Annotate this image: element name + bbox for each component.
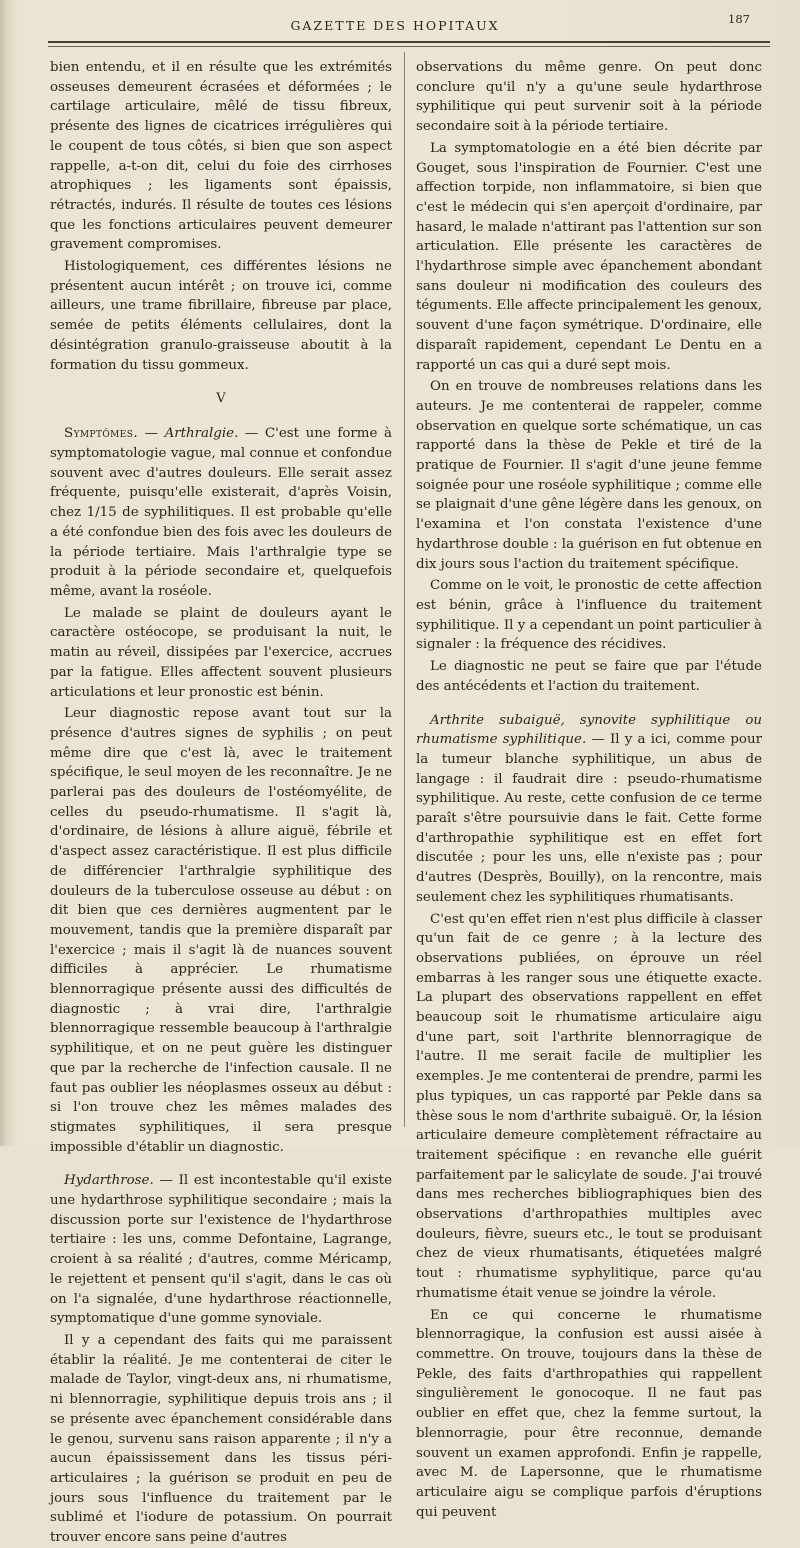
- paragraph-text: — Il y a ici, comme pour la tumeur blanche syphilitique, un abus de langage : il faudrait dire : pseudo-rhumatisme syphilitique. Au reste, cette confusion de ce terme paraît s'être poursuivie dans le fait. Cette forme d'arthropathie syphilitique est en effet fort discutée ; pour les uns, elle n'existe pas ; pour d'autres (Desprès, Bouilly), on la rencontre, mais seulement chez les syphilitiques rhumatisants.: [416, 732, 762, 905]
- right-column: [416, 58, 762, 1520]
- paragraph-symptomes: Symptômes. — Arthralgie. — C'est une forme à symptomatologie vague, mal connue et confondue souvent avec d'autres douleurs. Elle serait assez fréquente, puisqu'elle existerait, d'après Voisin, chez 1/15 de syphilitiques. Il est probable qu'elle a été confondue bien des fois avec les douleurs de la période tertiaire. Mais l'arthralgie type se produit à la période secondaire et, quelquefois même, avant la roséole.: [50, 426, 392, 599]
- paragraph: Le diagnostic ne peut se faire que par l'étude des antécédents et l'action du traitement.: [416, 659, 762, 694]
- page-header: [30, 12, 760, 40]
- paragraph: Il y a cependant des faits qui me paraissent établir la réalité. Je me contenterai de citer le malade de Taylor, vingt-deux ans, ni rhumatisme, ni blennorragie, syphilitique depuis trois ans ; il se présente avec épanchement considérable dans le genou, survenu sans raison apparente ; il n'y a aucun épaississement dans les tissus péri-articulaires ; la guérison se produit en peu de jours sous l'influence du traitement par le sublimé et l'iodure de potassium. On pourrait trouver encore sans peine d'autres: [50, 1333, 392, 1546]
- paragraph: bien entendu, et il en résulte que les extrémités osseuses demeurent écrasées et déformées ; le cartilage articulaire, mêlé de tissu fibreux, présente des lignes de cicatrices irrégulières qui le coupent de tous côtés, si bien que son aspect rappelle, a-t-on dit, celui du foie des cirrhoses atrophiques ; les ligaments sont épaissis, rétractés, indurés. Il résulte de toutes ces lésions que les fonctions articulaires peuvent demeurer gravement compromises.: [50, 60, 392, 253]
- paragraph: Histologiquement, ces différentes lésions ne présentent aucun intérêt ; on trouve ici, comme ailleurs, une trame fibrillaire, fibreuse par place, semée de petits éléments cellulaires, dont la désintégration granulo-graisseuse aboutit à la formation du tissu gommeux.: [50, 259, 392, 373]
- paragraph: Le malade se plaint de douleurs ayant le caractère ostéocope, se produisant la nuit, le matin au réveil, dissipées par l'exercice, accrues par la fatigue. Elles affectent souvent plusieurs articulations et leur pronostic est bénin.: [50, 605, 392, 700]
- spacer: [50, 1159, 392, 1171]
- paragraph: En ce qui concerne le rhumatisme blennorragique, la confusion est aussi aisée à commettre. On trouve, toujours dans la thèse de Pekle, des faits d'arthropathies qui rappellent singulièrement le gonocoque. Il ne faut pas oublier en effet que, chez la femme surtout, la blennorragie, pour être reconnue, demande souvent un examen approfondi. Enfin je rappelle, avec M. de Lapersonne, que le rhumatisme articulaire aigu se complique parfois d'éruptions qui peuvent: [416, 1307, 762, 1520]
- header-rule-thin: [48, 46, 770, 47]
- section-number: V: [216, 391, 226, 407]
- paragraph: Leur diagnostic repose avant tout sur la présence d'autres signes de syphilis ; on peut même dire que c'est là, avec le traitement spécifique, le seul moyen de les reconnaître. Je ne parlerai pas des douleurs de l'ostéomyélite, de celles du pseudo-rhumatisme. Il s'agit là, d'ordinaire, de lésions à allure aiguë, fébrile et d'aspect assez caractéristique. Il est plus difficile de différencier l'arthralgie syphilitique des douleurs de la tuberculose osseuse au début : on dit bien que ces dernières augmentent par le mouvement, tandis que la première disparaît par l'exercice ; mais il s'agit là de nuances souvent difficiles à apprécier. Le rhumatisme blennorragique présente aussi des difficultés de diagnostic ; à vrai dire, l'arthralgie blennorragique ressemble beaucoup à l'arthralgie syphilitique, et on ne peut guère les distinguer que par la recherche de l'infection causale. Il ne faut pas oublier les néoplasmes osseux au début : si l'on trouve chez les mêmes malades des stigmates syphilitiques, il sera presque impossible d'établir un diagnostic.: [50, 706, 392, 1155]
- heading-hydarthrose: Hydarthrose.: [64, 1173, 154, 1189]
- heading-arthrite: Arthrite subaiguë, synovite syphilitique ou rhumatisme syphilitique.: [416, 712, 762, 748]
- running-title: GAZETTE DES HOPITAUX: [290, 18, 500, 33]
- heading-arthralgie: Arthralgie.: [164, 426, 239, 442]
- left-column: [50, 58, 392, 1546]
- heading-symptomes: Symptômes.: [64, 426, 138, 442]
- paragraph: C'est qu'en effet rien n'est plus difficile à classer qu'un fait de ce genre ; à la lecture des observations publiées, on éprouve un réel embarras à les ranger sous une étiquette exacte. La plupart des observations rappellent en effet beaucoup soit le rhumatisme articulaire aigu d'une part, soit l'arthrite blennorragique de l'autre. Il me serait facile de multiplier les exemples. Je me contenterai de prendre, parmi les plus typiques, un cas rapporté par Pekle dans sa thèse sous le nom d'arthrite subaiguë. Or, la lésion articulaire demeure complètement réfractaire au traitement spécifique : en revanche elle guérit parfaitement par le salicylate de soude. J'ai trouvé dans mes recherches bibliographiques bien des observations d'arthropathies multiples avec douleurs, fièvre, sueurs etc., le tout se produisant chez de vieux rhumatisants, étiquetées malgré tout : rhumatisme syphylitique, parce qu'au rhumatisme était venue se joindre la vérole.: [416, 911, 762, 1301]
- paragraph-arthrite: [416, 711, 762, 908]
- column-divider: [404, 52, 405, 1127]
- paragraph-text: — C'est une forme à symptomatologie vague, mal connue et confondue souvent avec d'autres douleurs. Elle serait assez fréquente, puisqu'elle existerait, d'après Voisin, chez 1/15 de syphilitiques. Il est probable qu'elle a été confondue bien des fois avec les douleurs de la période tertiaire. Mais l'arthralgie type se produit à la période secondaire et, quelquefois même, avant la roséole.: [50, 426, 392, 599]
- paragraph: La symptomatologie en a été bien décrite par Gouget, sous l'inspiration de Fournier. C'est une affection torpide, non inflammatoire, si bien que c'est le médecin qui s'en aperçoit d'ordinaire, par hasard, le malade n'attirant pas l'attention sur son articulation. Elle présente les caractères de l'hydarthrose simple avec épanchement abondant sans douleur ni modification des couleurs des téguments. Elle affecte principalement les genoux, souvent d'une façon symétrique. D'ordinaire, elle disparaît rapidement, cependant Le Dentu en a rapporté un cas qui a duré sept mois.: [416, 140, 762, 373]
- paragraph: Comme on le voit, le pronostic de cette affection est bénin, grâce à l'influence du traitement syphilitique. Il y a cependant un point particulier à signaler : la fréquence des récidives.: [416, 578, 762, 653]
- paragraph-text: — Il est incontestable qu'il existe une hydarthrose syphilitique secondaire ; mais la discussion porte sur l'existence de l'hydarthrose tertiaire : les uns, comme Defontaine, Lagrange, croient à sa réalité ; d'autres, comme Méricamp, le rejettent et pensent qu'il s'agit, dans le cas où on l'a signalée, d'une hydarthrose réactionnelle, symptomatique d'une gomme synoviale.: [50, 1173, 392, 1327]
- paragraph: On en trouve de nombreuses relations dans les auteurs. Je me contenterai de rappeler, comme observation en quelque sorte schématique, un cas rapporté dans la thèse de Pekle et tiré de la pratique de Fournier. Il s'agit d'une jeune femme soignée pour une roséole syphilitique ; comme elle se plaignait d'une gêne légère dans les genoux, on l'examina et l'on constata l'existence d'une hydarthrose double : la guérison en fut obtenue en dix jours sous l'action du traitement spécifique.: [416, 379, 762, 572]
- paragraph-hydarthrose: [50, 1171, 392, 1329]
- spacer: [416, 699, 762, 711]
- page-number: 187: [728, 12, 750, 26]
- paragraph: observations du même genre. On peut donc conclure qu'il n'y a qu'une seule hydarthrose syphilitique qui peut survenir soit à la période secondaire soit à la période tertiaire.: [416, 60, 762, 135]
- header-rule-thick: [48, 41, 770, 43]
